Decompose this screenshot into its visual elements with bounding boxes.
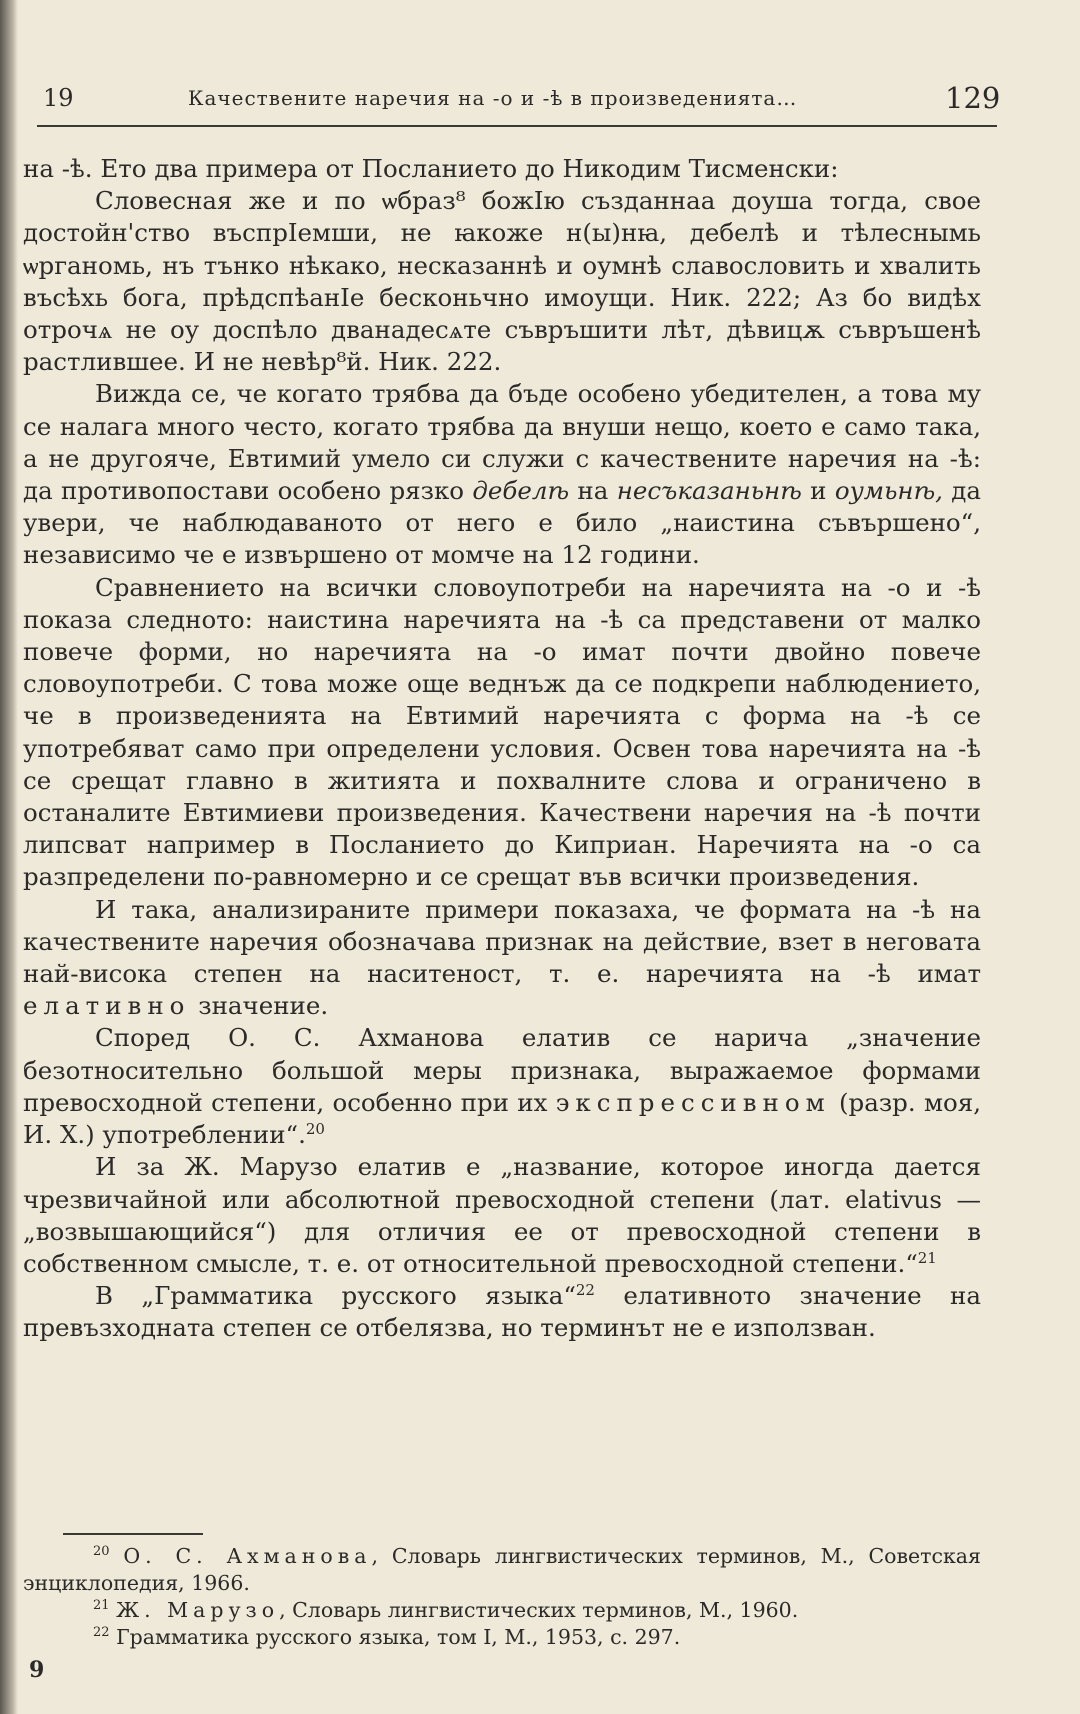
footnote-number: 21 bbox=[93, 1598, 110, 1613]
paragraph-1: на -ѣ. Ето два примера от Посланието до Никодим Тисменски: bbox=[23, 154, 839, 183]
text-run: (разр. моя, И. Х.) употреблении“. bbox=[23, 1087, 981, 1150]
footnote-number: 20 bbox=[93, 1544, 110, 1559]
paragraph-6 bbox=[23, 1022, 981, 1151]
running-header bbox=[33, 78, 1001, 118]
footnote-author: Ж. Марузо bbox=[116, 1598, 280, 1622]
text-run: на bbox=[569, 476, 617, 506]
paragraph-quote: Словесная же и по ѡбраз⁸ божІю създаннаа доуша тогда, свое достойн'ство въспрІемши, не ꙗкоже н(ы)нꙗ, дебелѣ и тѣлеснымь ѡрганомь, нъ тънко нѣкако, несказаннѣ и оумнѣ славословить и хвалить въсѣхь бога, прѣдспѣанІе бесконьчно имоущи. Ник. 222; Аз бо видѣх отрочѧ не оу доспѣло дванадесѧте съвръшити лѣт, дѣвицѫ съвръшенѣ растлившее. И не невѣр⁸й. Ник. 222. bbox=[23, 186, 981, 377]
footnote-text: , Словарь лингвистических терминов, М., 1960. bbox=[279, 1598, 799, 1622]
page-number: 129 bbox=[945, 81, 1001, 115]
text-run: елативното значение на превъзходната степен се отбелязва, но терминът не е използван. bbox=[23, 1281, 981, 1343]
text-run: и bbox=[801, 476, 835, 506]
page-edge-shadow bbox=[0, 0, 18, 1714]
footnote-text: , Словарь лингвистических терминов, М., Советская энциклопедия, 1966. bbox=[23, 1544, 981, 1595]
footnote-text: Грамматика русского языка, том I, М., 1953, с. 297. bbox=[116, 1625, 681, 1649]
header-running-title: Качествените наречия на -о и -ѣ в произведенията… bbox=[188, 86, 798, 110]
text-run: И за Ж. Марузо елатив е „название, которое иногда дается чрезвичайной или абсолютной превосходной степени (лат. elativus — „возвышающийся“) для отличия ее от превосходной степени в собственном смысле, т. е. от относительной превосходной степени.“ bbox=[23, 1152, 981, 1278]
spaced-term-elativno: елативно bbox=[23, 991, 191, 1021]
header-rule bbox=[37, 125, 997, 127]
footnotes bbox=[23, 1543, 981, 1651]
text-run: да увери, че наблюдаваното от него е било „наистина съвършено“, независимо че е извършено от момче на 12 години. bbox=[23, 476, 982, 570]
paragraph-3 bbox=[23, 378, 981, 571]
paragraph-8 bbox=[23, 1280, 981, 1344]
main-text bbox=[23, 153, 981, 1345]
text-run: Вижда се, че когато трябва да бъде особено убедителен, а това му се налага много често, когато трябва да внуши нещо, което е само така, а не другояче, Евтимий умело си служи с качествените наречия на -ѣ: да противопостави особено рязко bbox=[23, 379, 981, 506]
text-run: В „Грамматика русского языка“ bbox=[95, 1281, 576, 1311]
paragraph-4: Сравнението на всички словоупотреби на наречията на -о и -ѣ показа следното: наистина наречията на -ѣ са представени от малко повече форми, но наречията на -о имат почти двойно повече словоупотреби. С това може още веднъж да се подкрепи наблюдението, че в произведенията на Евтимий наречията с форма на -ѣ се употребяват само при определени условия. Освен това наречията на -ѣ се срещат главно в житията и похвалните слова и ограничено в останалите Евтимиеви произведения. Качествени наречия на -ѣ почти липсват например в Посланието до Киприан. Наречията на -о са разпределени по-равномерно и се срещат във всички произведения. bbox=[23, 572, 981, 892]
footnote-rule bbox=[63, 1533, 203, 1535]
italic-term-oumne: оумьнѣ, bbox=[834, 476, 943, 506]
text-run: значение. bbox=[190, 991, 329, 1021]
footnote-20 bbox=[23, 1543, 981, 1597]
footnote-ref-20[interactable]: 20 bbox=[305, 1120, 325, 1139]
paragraph-7 bbox=[23, 1151, 981, 1280]
footnote-ref-21[interactable]: 21 bbox=[917, 1248, 937, 1267]
footnote-ref-22[interactable]: 22 bbox=[575, 1281, 595, 1300]
footnote-22 bbox=[23, 1624, 981, 1651]
book-page bbox=[23, 0, 1080, 1714]
header-signature: 19 bbox=[43, 84, 74, 112]
italic-term-neskazanne: несъказаньнѣ bbox=[616, 476, 802, 506]
text-run: Според О. С. Ахманова елатив се нарича „значение безотносительно большой меры признака, выражаемое формами превосходной степени, особенно при их bbox=[23, 1023, 981, 1117]
footnote-number: 22 bbox=[93, 1625, 110, 1640]
text-run: И така, анализираните примери показаха, че формата на -ѣ на качествените наречия обозначава признак на действие, взет в неговата най-висока степен на наситеност, т. е. наречията на -ѣ имат bbox=[23, 894, 981, 989]
italic-term-debele: дебелѣ bbox=[472, 476, 570, 506]
spaced-term-ekspressivnom: экспрессивном bbox=[555, 1087, 831, 1117]
sheet-signature: 9 bbox=[29, 1657, 45, 1683]
footnote-21 bbox=[23, 1597, 981, 1624]
footnote-author: О. С. Ахманова bbox=[123, 1544, 372, 1568]
paragraph-5 bbox=[23, 894, 981, 1023]
